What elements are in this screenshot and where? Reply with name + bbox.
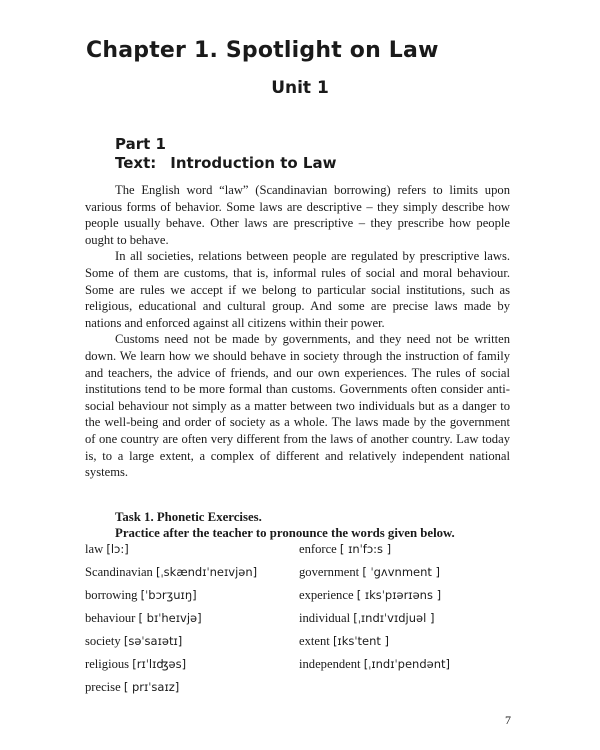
word: individual <box>299 611 351 625</box>
word-entry <box>85 542 129 557</box>
word-entry <box>85 611 202 626</box>
transcription: [ˌɪndɪˈpendənt] <box>363 657 450 671</box>
chapter-title: Chapter 1. Spotlight on Law <box>86 38 439 63</box>
part-label: Part 1 <box>115 135 166 153</box>
transcription: [səˈsaɪətɪ] <box>123 634 183 648</box>
word: experience <box>299 588 354 602</box>
paragraph-2: In all societies, relations between people are regulated by prescriptive laws. Some of them are customs, that is, informal rules of social and moral behaviour. Some are rules we accept if we belong to particular social institutions, such as religious, educational and cultural group. And some are precise laws made by nations and enforced against all citizens within their power. <box>85 249 510 330</box>
word-entry <box>85 588 197 603</box>
word-entry <box>85 680 179 695</box>
page-number: 7 <box>505 713 511 727</box>
transcription: [ˌɪndɪˈvɪdjuəl ] <box>353 611 435 625</box>
transcription: [ bɪˈheɪvjə] <box>138 611 202 625</box>
word-entry <box>299 588 441 603</box>
transcription: [ prɪˈsaɪz] <box>123 680 180 694</box>
word-entry <box>299 565 440 580</box>
word-entry <box>299 611 434 626</box>
transcription: [ɪksˈtent ] <box>332 634 390 648</box>
word: borrowing <box>85 588 138 602</box>
transcription: [ˈbɔrʒuɪŋ] <box>140 588 197 602</box>
task-title: Task 1. Phonetic Exercises. <box>115 510 262 524</box>
word: government <box>299 565 360 579</box>
word: extent <box>299 634 330 648</box>
paragraph-1: The English word “law” (Scandinavian borrowing) refers to limits upon various forms of behavior. Some laws are descriptive – they simply describe how people usually behave. Other laws are prescriptive – they prescribe how people ought to behave. <box>85 183 510 247</box>
transcription: [ ɪnˈfɔ:s ] <box>339 542 392 556</box>
transcription: [ˌskændɪˈneɪvjən] <box>156 565 258 579</box>
text-heading-prefix: Text: <box>115 154 157 172</box>
word: society <box>85 634 121 648</box>
word-entry <box>299 634 389 649</box>
transcription: [ ˈgʌvnment ] <box>362 565 441 579</box>
word: law <box>85 542 104 556</box>
paragraph-3: Customs need not be made by governments, and they need not be written down. We learn how we should behave in society through the instruction of family and teachers, the advice of friends, and our own experiences. The rules of social institutions tend to be more formal than customs. Governments often consider anti-social behaviour not simply as a matter between two individuals but as a danger to the well-being and order of society as a whole. The laws made by the government of one country are often very different from the laws of another country. Law today is, to a large extent, a complex of different and relatively independent national systems. <box>85 332 510 480</box>
word: independent <box>299 657 361 671</box>
text-heading-title: Introduction to Law <box>170 154 337 172</box>
task-instruction: Practice after the teacher to pronounce the words given below. <box>115 526 455 540</box>
word: enforce <box>299 542 337 556</box>
word-entry <box>299 542 391 557</box>
word-entry <box>85 565 257 580</box>
text-heading <box>115 154 336 172</box>
word: religious <box>85 657 130 671</box>
word: behaviour <box>85 611 136 625</box>
transcription: [lɔ:] <box>106 542 129 556</box>
transcription: [ ɪksˈpɪərɪəns ] <box>356 588 442 602</box>
word: precise <box>85 680 121 694</box>
body-text <box>85 182 510 481</box>
transcription: [rɪˈlɪʤəs] <box>132 657 187 671</box>
unit-title: Unit 1 <box>271 78 329 98</box>
word-entry <box>85 657 186 672</box>
word-entry <box>299 657 450 672</box>
word-entry <box>85 634 182 649</box>
word: Scandinavian <box>85 565 153 579</box>
